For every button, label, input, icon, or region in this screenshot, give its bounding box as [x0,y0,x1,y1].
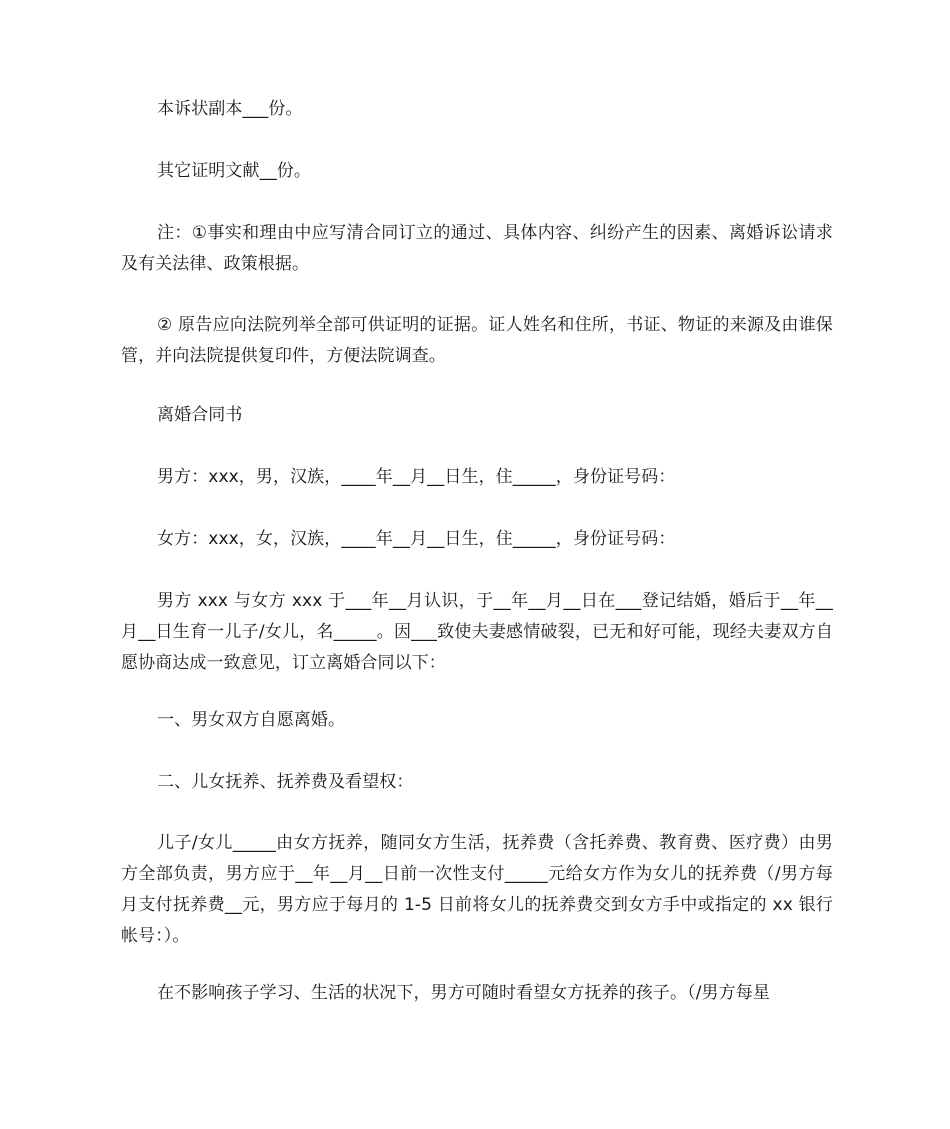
paragraph-visitation: 在不影响孩子学习、生活的状况下，男方可随时看望女方抚养的孩子。（/男方每星 [157,983,770,1003]
paragraph-note-1: 注：①事实和理由中应写清合同订立的通过、具体内容、纠纷产生的因素、离婚诉讼请求及有关法律、政策根据。 [121,223,833,274]
section-heading-divorce-agreement: 离婚合同书 [157,405,243,425]
paragraph-other-evidence: 其它证明文献__份。 [157,161,311,181]
paragraph-copies-of-complaint: 本诉状副本___份。 [157,99,303,119]
paragraph-female-party: 女方：xxx，女，汉族，____年__月__日生，住_____，身份证号码： [157,529,676,549]
paragraph-note-2: ② 原告应向法院列举全部可供证明的证据。证人姓名和住所，书证、物证的来源及由谁保管，并向法院提供复印件，方便法院调查。 [121,315,833,366]
paragraph-male-party: 男方：xxx，男，汉族，____年__月__日生，住_____，身份证号码： [157,467,676,487]
clause-one: 一、男女双方自愿离婚。 [157,710,346,730]
paragraph-background: 男方 xxx 与女方 xxx 于___年__月认识，于__年__月__日在___登记结婚，婚后于__年__月__日生育一儿子/女儿，名_____。因___致使夫妻感情破裂，已无和好可能，现经夫妻双方自愿协商达成一致意见，订立离婚合同以下： [121,591,833,673]
clause-two-heading: 二、儿女抚养、抚养费及看望权： [157,772,414,792]
paragraph-child-support: 儿子/女儿_____由女方抚养，随同女方生活，抚养费（含托养费、教育费、医疗费）由男方全部负责，男方应于__年__月__日前一次性支付_____元给女方作为女儿的抚养费（/男方每月支付抚养费__元，男方应于每月的 1-5 日前将女儿的抚养费交到女方手中或指定的 xx 银行帐号：）。 [121,833,833,946]
